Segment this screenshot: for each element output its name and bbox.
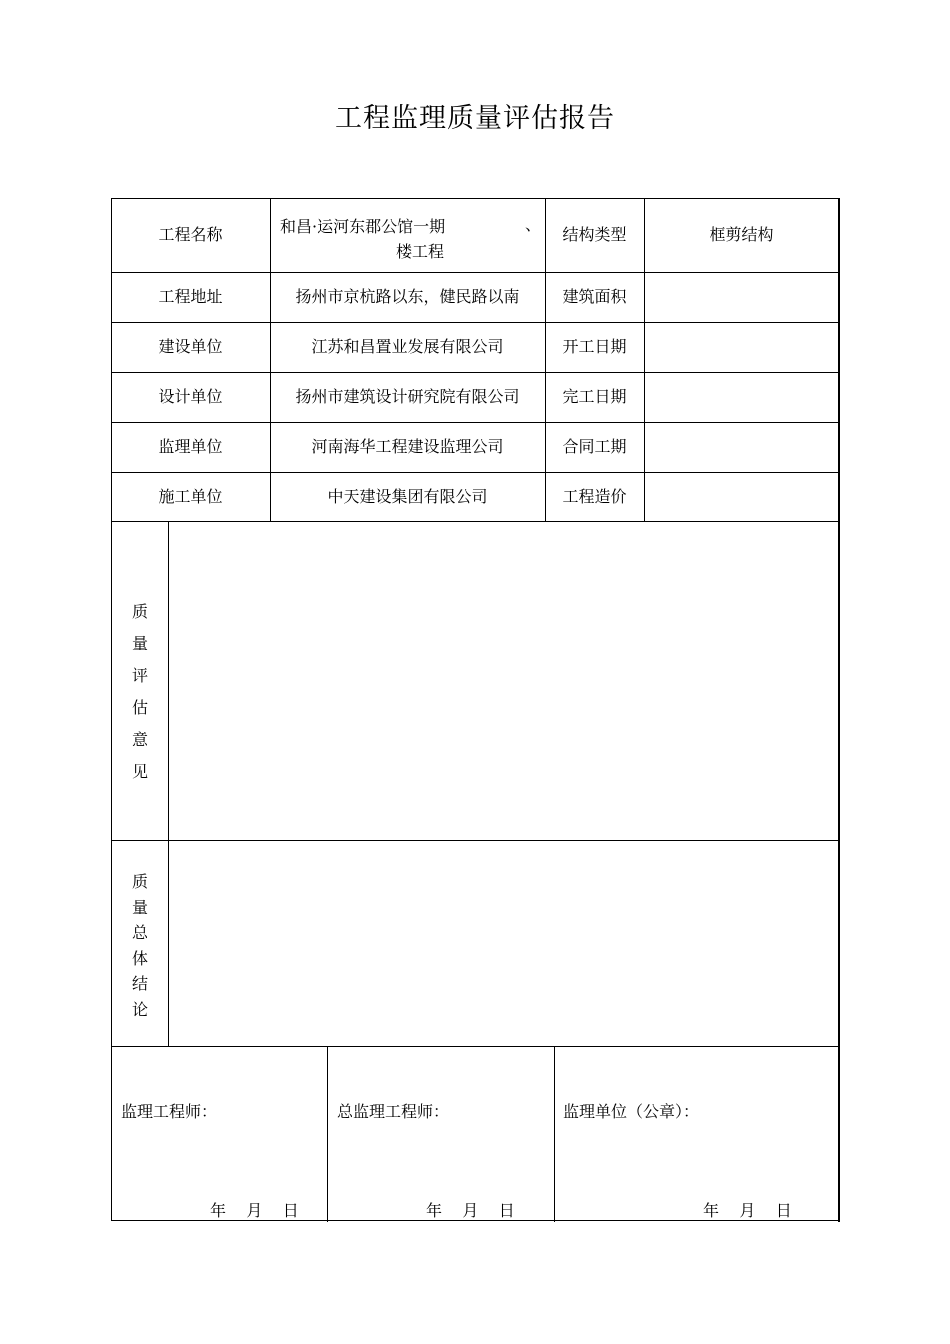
chief-engineer-label: 总监理工程师：: [337, 1102, 450, 1121]
completion-date-label: 完工日期: [562, 387, 627, 406]
quality-opinion-label: 质 量 评 估 意 见: [131, 602, 148, 781]
supervising-engineer-label: 监理工程师：: [121, 1102, 218, 1121]
construction-unit-value: 中天建设集团有限公司: [327, 486, 488, 506]
supervision-unit-label: 监理单位: [158, 437, 223, 456]
column-divider: [327, 1046, 328, 1222]
structure-type-label: 结构类型: [562, 225, 627, 244]
building-area-label: 建筑面积: [562, 287, 627, 306]
project-address-value: 扬州市京杭路以东，健民路以南: [295, 287, 520, 306]
chief-engineer-date: 年 月 日: [426, 1201, 515, 1220]
start-date-label: 开工日期: [562, 337, 627, 356]
supervision-unit-seal-label: 监理单位（公章）：: [563, 1102, 700, 1121]
project-cost-value: [644, 472, 839, 521]
project-name-label: 工程名称: [158, 225, 223, 244]
project-name-value-line1: 和昌·运河东郡公馆一期: [280, 217, 446, 236]
project-address-label: 工程地址: [158, 287, 223, 306]
building-area-value: [644, 272, 839, 322]
quality-opinion-content[interactable]: [169, 522, 839, 840]
owner-unit-label: 建设单位: [158, 337, 223, 356]
owner-unit-value: 江苏和昌置业发展有限公司: [311, 337, 504, 356]
design-unit-value: 扬州市建筑设计研究院有限公司: [295, 387, 520, 406]
completion-date-value: [644, 372, 839, 422]
contract-period-label: 合同工期: [562, 437, 627, 456]
column-divider: [554, 1046, 555, 1222]
contract-period-value: [644, 422, 839, 472]
project-name-value-mark: 、: [525, 215, 542, 234]
project-cost-label: 工程造价: [562, 486, 627, 506]
quality-conclusion-content[interactable]: [169, 841, 839, 1046]
supervision-unit-seal-date: 年 月 日: [703, 1201, 792, 1220]
supervising-engineer-date: 年 月 日: [210, 1201, 299, 1220]
design-unit-label: 设计单位: [158, 387, 223, 406]
project-name-value-line2: 楼工程: [396, 242, 445, 261]
start-date-value: [644, 322, 839, 372]
row-divider: [111, 1046, 839, 1047]
supervision-unit-value: 河南海华工程建设监理公司: [311, 437, 504, 456]
quality-conclusion-label: 质 量 总 体 结 论: [131, 872, 148, 1019]
structure-type-value: 框剪结构: [709, 225, 774, 244]
construction-unit-label: 施工单位: [158, 486, 223, 506]
report-title: 工程监理质量评估报告: [335, 103, 615, 134]
